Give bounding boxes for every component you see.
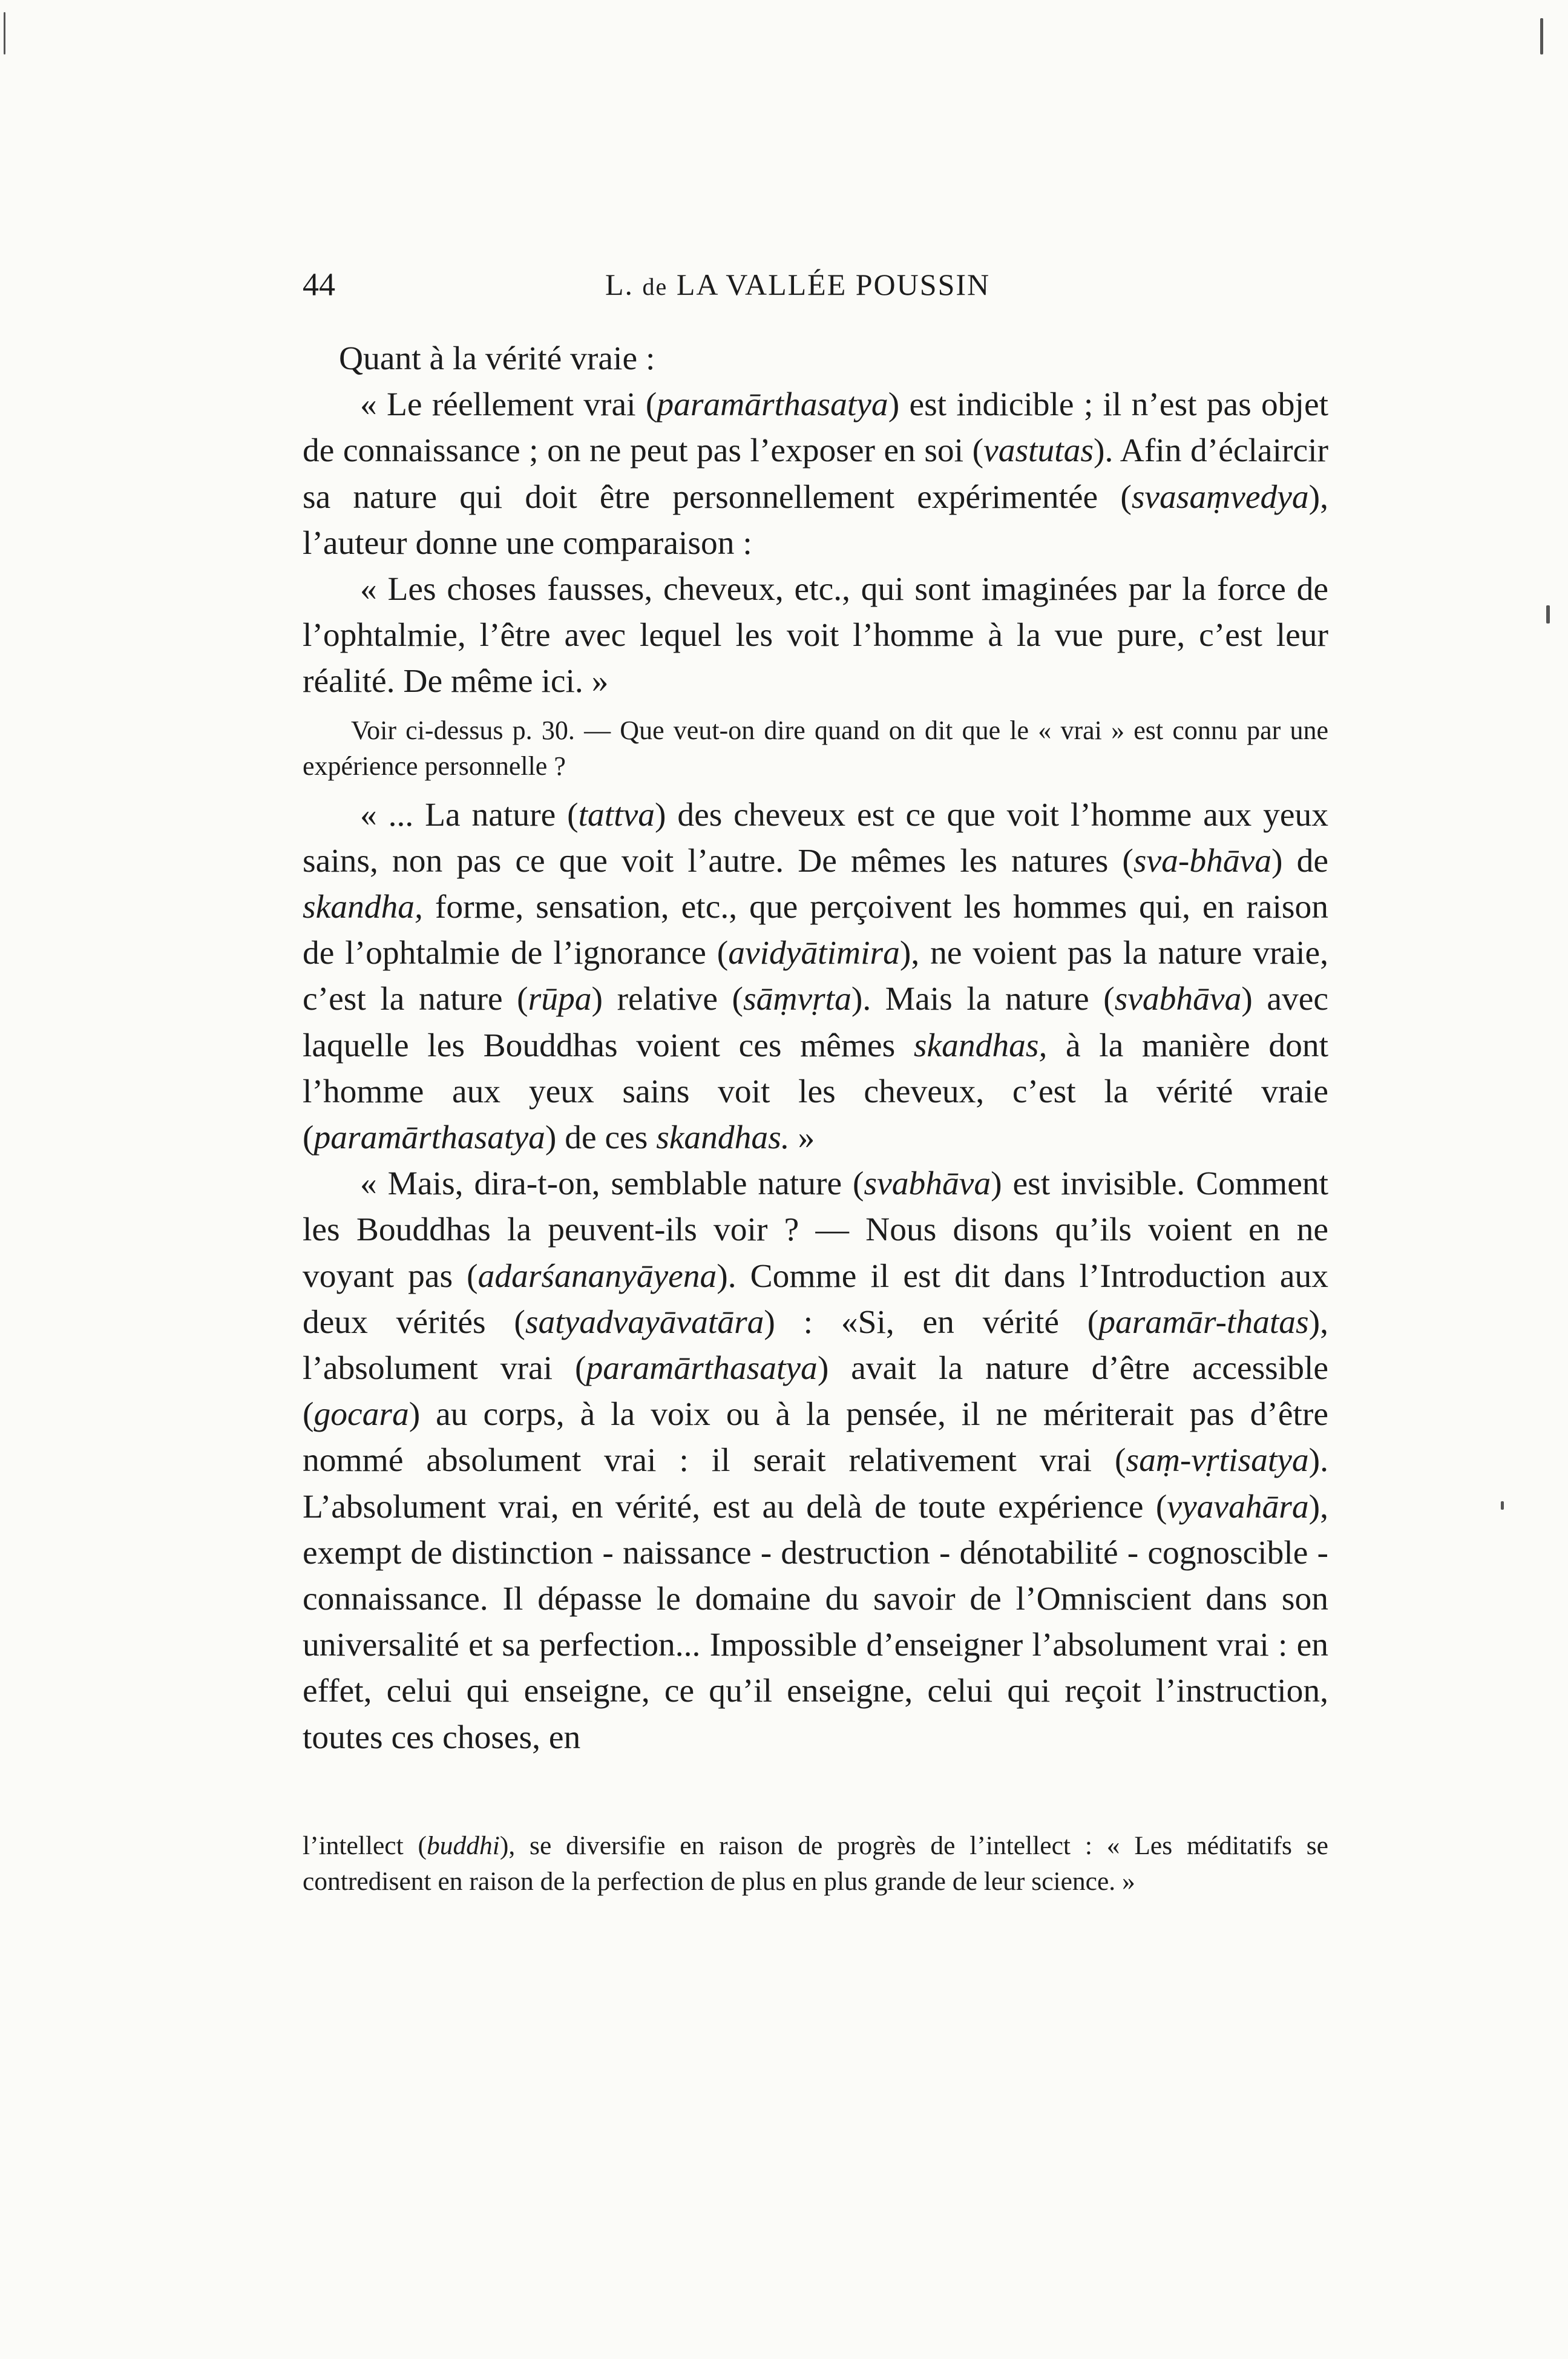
main-text [303,336,1328,1761]
italic-term: sāṃvṛta [743,981,851,1018]
text-run: Voir ci-dessus p. 30. — Que veut-on dire quand on dit que le « vrai » est connu par une expérience personnelle ? [303,715,1328,781]
italic-term: svasaṃvedya [1131,478,1309,516]
text-run: ) avec laquelle les Bouddhas voient ces mêmes [303,981,1328,1064]
text-run: ). Comme il est dit dans l’Introduction aux deux vérités ( [303,1257,1328,1341]
italic-term: sva-bhāva [1133,842,1272,880]
text-run: ) de [1271,842,1328,880]
text-run: ) : «Si, en vérité ( [764,1303,1099,1341]
scan-speck [1501,1501,1504,1510]
italic-term: rūpa [528,981,592,1018]
italic-term: skandhas, [913,1027,1048,1064]
paragraph [303,567,1328,705]
scan-speck [1546,605,1550,623]
italic-term: skandha, [303,889,423,926]
italic-term: svabhāva [1114,981,1242,1018]
text-run: à la manière dont l’homme aux yeux sains voit les cheveux, c’est la vérité vraie ( [303,1027,1328,1157]
text-run: « Mais, dira-t-on, semblable nature ( [360,1165,864,1203]
text-run: ) est indicible ; il n’est pas objet de connaissance ; on ne peut pas l’exposer en soi ( [303,386,1328,470]
text-run: « ... La nature ( [360,796,579,834]
text-run: Quant à la vérité vraie : [339,340,655,377]
text-run: « Les choses fausses, cheveux, etc., qui sont imaginées par la force de l’ophtalmie, l’être avec lequel les voit l’homme à la vue pure, c’est leur réalité. De même ici. » [303,571,1328,700]
text-run: ), l’absolument vrai ( [303,1303,1328,1387]
paragraph [303,382,1328,567]
footnote [303,1828,1328,1899]
italic-term: satyadvayāvatāra [525,1303,764,1341]
text-run: « Le réellement vrai ( [360,386,657,424]
italic-term: paramārthasatya [586,1350,818,1387]
scan-speck [1540,18,1543,54]
italic-term: buddhi [427,1831,500,1860]
author-name: LA VALLÉE POUSSIN [676,268,991,301]
text-run: ) est invisible. Comment les Bouddhas la peuvent-ils voir ? — Nous disons qu’ils voient en ne voyant pas ( [303,1165,1328,1295]
running-head [303,260,1328,309]
paragraph [303,1161,1328,1761]
text-run: ) des cheveux est ce que voit l’homme aux yeux sains, non pas ce que voit l’autre. De mêmes les natures ( [303,796,1328,880]
text-run: l’intellect ( [303,1831,427,1860]
italic-term: adarśananyāyena [477,1257,717,1295]
italic-term: paramārthasatya [657,386,888,424]
text-run: ). Mais la nature ( [851,981,1115,1018]
text-run: ) avait la nature d’être accessible ( [303,1350,1328,1433]
text-run: ), exempt de distinction - naissance - destruction - dénotabilité - cognoscible - connaissance. Il dépasse le domaine du savoir de l’Omniscient dans son universalité et sa perfection... Impossible d’enseigner l’absolument vrai : en effet, celui qui enseigne, ce qu’il enseigne, celui qui reçoit l’instruction, toutes ces choses, en [303,1488,1328,1756]
text-run: ) de ces [545,1119,657,1157]
italic-term: saṃ-vṛtisatya [1126,1442,1309,1479]
author-initial: L. [605,268,634,301]
text-run: ) au corps, à la voix ou à la pensée, il ne mériterait pas d’être nommé absolument vrai : il serait relativement vrai ( [303,1396,1328,1479]
italic-term: paramār-thatas [1098,1303,1309,1341]
italic-term: vyavahāra [1167,1488,1309,1525]
italic-term: paramārthasatya [313,1119,545,1157]
italic-term: gocara [313,1396,409,1433]
paragraph [303,336,1328,382]
text-run: ) relative ( [591,981,744,1018]
text-run: ). Afin d’éclaircir sa nature qui doit être personnellement expérimentée ( [303,432,1329,516]
header-title [605,260,1328,311]
italic-term: skandhas. [656,1119,790,1157]
paragraph [303,792,1328,1162]
italic-term: avidyātimira [728,935,900,972]
scan-speck [4,12,5,54]
page-number: 44 [303,266,335,303]
text-run: ), ne voient pas la nature vraie, c’est la nature ( [303,935,1328,1018]
italic-term: vastutas [983,432,1094,470]
text-run: ), l’auteur donne une comparaison : [303,478,1328,562]
italic-term: svabhāva [864,1165,991,1203]
italic-term: tattva [578,796,655,834]
author-particle: de [642,273,668,300]
text-run: ), se diversifie en raison de progrès de l’intellect : « Les méditatifs se contredisent en raison de la perfection de plus en plus grande de leur science. » [303,1831,1328,1896]
text-run: » [789,1119,815,1157]
inline-note [303,712,1328,784]
text-run: forme, sensation, etc., que perçoivent les hommes qui, en raison de l’ophtalmie de l’ignorance ( [303,889,1328,972]
text-run: ). L’absolument vrai, en vérité, est au delà de toute expérience ( [303,1442,1328,1525]
